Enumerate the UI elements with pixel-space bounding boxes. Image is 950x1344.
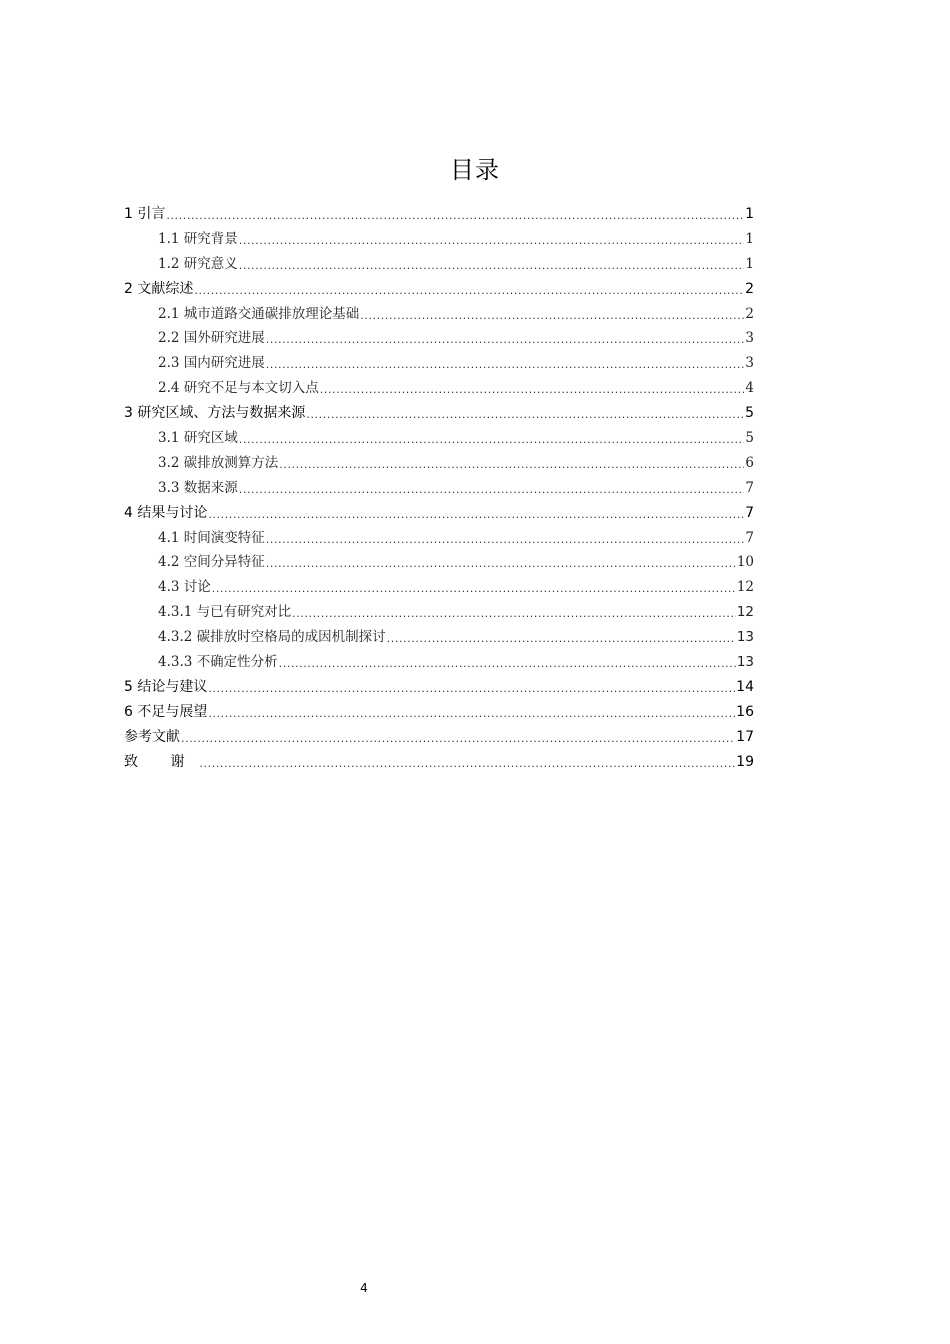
toc-entry[interactable] — [124, 202, 754, 227]
toc-entry-label: 2.4 研究不足与本文切入点 — [158, 380, 319, 397]
toc-entry[interactable] — [124, 376, 754, 401]
toc-dot-leader — [279, 657, 736, 671]
toc-entry-label: 1.2 研究意义 — [158, 255, 238, 272]
toc-entry[interactable] — [124, 625, 754, 650]
toc-entry-label: 6 不足与展望 — [124, 703, 208, 720]
toc-entry[interactable] — [124, 426, 754, 451]
toc-entry[interactable] — [124, 575, 754, 600]
toc-entry-label: 1.1 研究背景 — [158, 230, 238, 247]
toc-dot-leader — [199, 757, 735, 771]
toc-entry-page: 13 — [736, 654, 754, 671]
toc-entry-label: 3.1 研究区域 — [158, 430, 238, 447]
toc-entry-page: 12 — [736, 579, 754, 596]
toc-dot-leader — [239, 234, 745, 248]
toc-dot-leader — [208, 682, 735, 696]
toc-dot-leader — [239, 259, 745, 273]
toc-entry-page: 16 — [736, 703, 754, 720]
toc-dot-leader — [387, 632, 736, 646]
toc-entry[interactable] — [124, 277, 754, 302]
toc-entry-label: 1 引言 — [124, 206, 166, 222]
toc-entry-page: 1 — [745, 206, 754, 222]
toc-dot-leader — [212, 582, 736, 596]
toc-entry[interactable] — [124, 600, 754, 625]
toc-entry-page: 14 — [736, 678, 754, 695]
toc-entry[interactable] — [124, 501, 754, 526]
toc-entry-label: 4.3 讨论 — [158, 579, 211, 596]
toc-dot-leader — [181, 732, 735, 746]
toc-entry-label: 2.1 城市道路交通碳排放理论基础 — [158, 305, 360, 322]
toc-entry[interactable] — [124, 401, 754, 426]
toc-dot-leader — [292, 607, 736, 621]
toc-entry-page: 5 — [745, 405, 754, 422]
toc-entry-page: 7 — [745, 479, 754, 496]
page-title: 目录 — [450, 156, 500, 185]
toc-dot-leader — [239, 483, 745, 497]
toc-entry-page: 10 — [736, 554, 754, 571]
toc-entry-label: 致 谢 — [124, 753, 199, 770]
toc-entry[interactable] — [124, 451, 754, 476]
toc-entry-label: 4 结果与讨论 — [124, 504, 208, 521]
toc-entry-page: 13 — [736, 629, 754, 646]
page-number: 4 — [360, 1281, 368, 1295]
toc-entry[interactable] — [124, 650, 754, 675]
toc-entry-label: 4.3.2 碳排放时空格局的成因机制探讨 — [158, 629, 386, 646]
toc-entry[interactable] — [124, 526, 754, 551]
toc-dot-leader — [239, 433, 745, 447]
toc-entry-page: 17 — [736, 728, 754, 745]
toc-entry[interactable] — [124, 750, 754, 775]
toc-entry[interactable] — [124, 700, 754, 725]
toc-dot-leader — [266, 333, 745, 347]
toc-dot-leader — [320, 383, 745, 397]
toc-entry[interactable] — [124, 351, 754, 376]
toc-dot-leader — [194, 284, 744, 298]
toc-dot-leader — [266, 557, 736, 571]
toc-dot-leader — [208, 707, 735, 721]
toc-entry-label: 参考文献 — [124, 728, 180, 745]
toc-entry[interactable] — [124, 550, 754, 575]
toc-entry-label: 3.2 碳排放测算方法 — [158, 454, 279, 471]
toc-entry-label: 3.3 数据来源 — [158, 479, 238, 496]
toc-entry-label: 4.1 时间演变特征 — [158, 529, 265, 546]
toc-entry[interactable] — [124, 302, 754, 327]
toc-entry-page: 3 — [745, 355, 754, 372]
toc-entry-label: 4.2 空间分异特征 — [158, 554, 265, 571]
toc-dot-leader — [279, 458, 744, 472]
toc-entry[interactable] — [124, 476, 754, 501]
toc-entry-page: 3 — [745, 330, 754, 347]
toc-entry[interactable] — [124, 227, 754, 252]
toc-entry-label: 4.3.3 不确定性分析 — [158, 654, 278, 671]
toc-entry-page: 2 — [745, 280, 754, 297]
toc-entry-page: 7 — [745, 529, 754, 546]
toc-entry-page: 6 — [745, 454, 754, 471]
toc-entry[interactable] — [124, 725, 754, 750]
toc-dot-leader — [266, 358, 745, 372]
toc-entry[interactable] — [124, 326, 754, 351]
toc-entry-label: 2.3 国内研究进展 — [158, 355, 265, 372]
toc-entry-page: 2 — [745, 305, 754, 322]
toc-entry-page: 7 — [745, 504, 754, 521]
toc-entry-page: 12 — [736, 604, 754, 621]
table-of-contents — [124, 202, 754, 774]
toc-dot-leader — [360, 309, 744, 323]
toc-entry[interactable] — [124, 252, 754, 277]
toc-entry-label: 5 结论与建议 — [124, 678, 208, 695]
toc-entry-label: 2.2 国外研究进展 — [158, 330, 265, 347]
toc-entry-page: 19 — [736, 753, 754, 770]
toc-dot-leader — [266, 533, 745, 547]
toc-entry-page: 4 — [745, 380, 754, 397]
toc-entry-page: 1 — [745, 255, 754, 272]
toc-entry-label: 2 文献综述 — [124, 280, 194, 297]
toc-entry-label: 4.3.1 与已有研究对比 — [158, 604, 292, 621]
toc-entry-page: 1 — [745, 230, 754, 247]
toc-entry-page: 5 — [745, 430, 754, 447]
toc-dot-leader — [306, 408, 744, 422]
toc-entry[interactable] — [124, 675, 754, 700]
toc-dot-leader — [208, 508, 744, 522]
toc-dot-leader — [166, 209, 744, 223]
toc-entry-label: 3 研究区域、方法与数据来源 — [124, 405, 306, 422]
